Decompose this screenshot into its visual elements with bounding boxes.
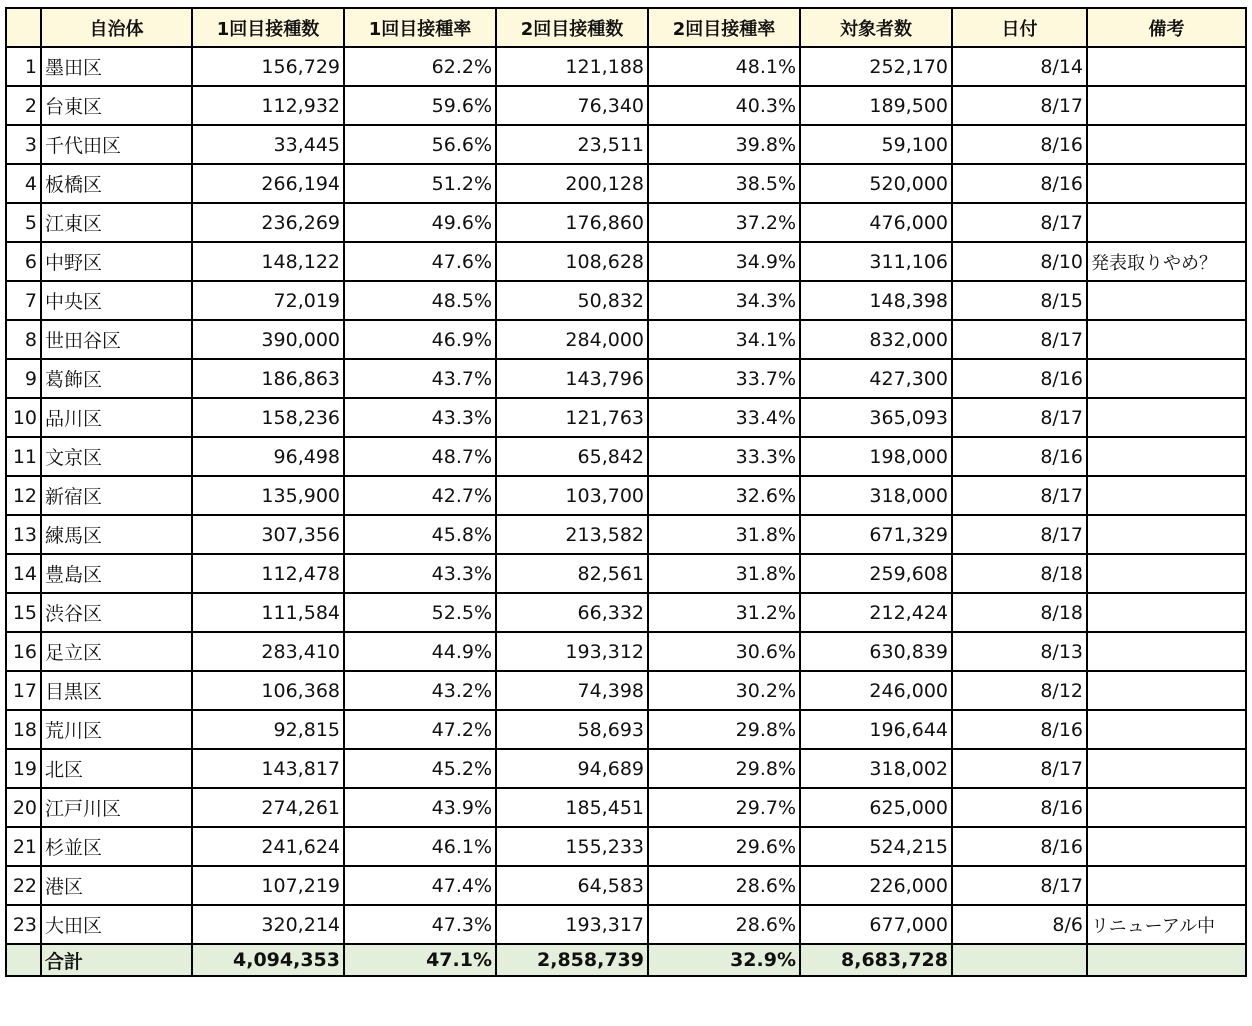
second-dose-count-cell[interactable]: 58,693 xyxy=(496,710,648,749)
second-dose-count-cell[interactable]: 94,689 xyxy=(496,749,648,788)
municipality-cell[interactable]: 港区 xyxy=(41,866,192,905)
index-cell[interactable]: 20 xyxy=(6,788,41,827)
remarks-cell[interactable] xyxy=(1087,671,1246,710)
header-index[interactable] xyxy=(6,8,41,47)
target-population-cell[interactable]: 625,000 xyxy=(800,788,952,827)
remarks-cell[interactable] xyxy=(1087,827,1246,866)
first-dose-count-cell[interactable]: 92,815 xyxy=(192,710,344,749)
remarks-cell[interactable] xyxy=(1087,593,1246,632)
second-dose-count-cell[interactable]: 284,000 xyxy=(496,320,648,359)
remarks-cell[interactable] xyxy=(1087,86,1246,125)
second-dose-rate-cell[interactable]: 31.8% xyxy=(648,554,800,593)
index-cell[interactable]: 19 xyxy=(6,749,41,788)
second-dose-count-cell[interactable]: 23,511 xyxy=(496,125,648,164)
target-population-cell[interactable]: 318,002 xyxy=(800,749,952,788)
first-dose-rate-cell[interactable]: 49.6% xyxy=(344,203,496,242)
date-cell[interactable]: 8/16 xyxy=(952,359,1087,398)
header-date[interactable]: 日付 xyxy=(952,8,1087,47)
first-dose-rate-cell[interactable]: 47.3% xyxy=(344,905,496,944)
index-cell[interactable]: 4 xyxy=(6,164,41,203)
first-dose-count-cell[interactable]: 112,932 xyxy=(192,86,344,125)
municipality-cell[interactable]: 葛飾区 xyxy=(41,359,192,398)
second-dose-count-cell[interactable]: 213,582 xyxy=(496,515,648,554)
first-dose-count-cell[interactable]: 186,863 xyxy=(192,359,344,398)
first-dose-rate-cell[interactable]: 62.2% xyxy=(344,47,496,86)
target-population-cell[interactable]: 226,000 xyxy=(800,866,952,905)
first-dose-count-cell[interactable]: 283,410 xyxy=(192,632,344,671)
table-row xyxy=(6,359,1246,398)
index-cell[interactable]: 14 xyxy=(6,554,41,593)
remarks-cell[interactable] xyxy=(1087,398,1246,437)
index-cell[interactable]: 6 xyxy=(6,242,41,281)
first-dose-count-cell[interactable]: 72,019 xyxy=(192,281,344,320)
first-dose-count-cell[interactable]: 143,817 xyxy=(192,749,344,788)
total-second-dose-rate-cell[interactable]: 32.9% xyxy=(648,944,800,976)
date-cell[interactable]: 8/18 xyxy=(952,593,1087,632)
target-population-cell[interactable]: 212,424 xyxy=(800,593,952,632)
first-dose-rate-cell[interactable]: 48.7% xyxy=(344,437,496,476)
second-dose-count-cell[interactable]: 193,312 xyxy=(496,632,648,671)
first-dose-rate-cell[interactable]: 47.6% xyxy=(344,242,496,281)
table-row xyxy=(6,242,1246,281)
first-dose-count-cell[interactable]: 156,729 xyxy=(192,47,344,86)
header-municipality[interactable]: 自治体 xyxy=(41,8,192,47)
second-dose-count-cell[interactable]: 76,340 xyxy=(496,86,648,125)
index-cell[interactable]: 9 xyxy=(6,359,41,398)
remarks-cell[interactable] xyxy=(1087,515,1246,554)
total-label-cell[interactable]: 合計 xyxy=(41,944,192,976)
municipality-cell[interactable]: 目黒区 xyxy=(41,671,192,710)
date-cell[interactable]: 8/16 xyxy=(952,125,1087,164)
second-dose-count-cell[interactable]: 143,796 xyxy=(496,359,648,398)
second-dose-rate-cell[interactable]: 33.3% xyxy=(648,437,800,476)
target-population-cell[interactable]: 427,300 xyxy=(800,359,952,398)
municipality-cell[interactable]: 墨田区 xyxy=(41,47,192,86)
index-cell[interactable]: 1 xyxy=(6,47,41,86)
table-row xyxy=(6,125,1246,164)
remarks-cell[interactable] xyxy=(1087,710,1246,749)
target-population-cell[interactable]: 311,106 xyxy=(800,242,952,281)
first-dose-count-cell[interactable]: 274,261 xyxy=(192,788,344,827)
remarks-cell[interactable] xyxy=(1087,788,1246,827)
second-dose-rate-cell[interactable]: 29.8% xyxy=(648,749,800,788)
second-dose-rate-cell[interactable]: 28.6% xyxy=(648,905,800,944)
second-dose-rate-cell[interactable]: 30.2% xyxy=(648,671,800,710)
second-dose-count-cell[interactable]: 66,332 xyxy=(496,593,648,632)
first-dose-rate-cell[interactable]: 46.1% xyxy=(344,827,496,866)
municipality-cell[interactable]: 文京区 xyxy=(41,437,192,476)
date-cell[interactable]: 8/10 xyxy=(952,242,1087,281)
index-cell[interactable]: 23 xyxy=(6,905,41,944)
header-target-population[interactable]: 対象者数 xyxy=(800,8,952,47)
municipality-cell[interactable]: 台東区 xyxy=(41,86,192,125)
table-row xyxy=(6,671,1246,710)
date-cell[interactable]: 8/17 xyxy=(952,515,1087,554)
first-dose-rate-cell[interactable]: 42.7% xyxy=(344,476,496,515)
second-dose-rate-cell[interactable]: 29.6% xyxy=(648,827,800,866)
second-dose-rate-cell[interactable]: 37.2% xyxy=(648,203,800,242)
header-remarks[interactable]: 備考 xyxy=(1087,8,1246,47)
second-dose-count-cell[interactable]: 108,628 xyxy=(496,242,648,281)
municipality-cell[interactable]: 荒川区 xyxy=(41,710,192,749)
second-dose-rate-cell[interactable]: 34.1% xyxy=(648,320,800,359)
second-dose-rate-cell[interactable]: 38.5% xyxy=(648,164,800,203)
table-row xyxy=(6,710,1246,749)
first-dose-count-cell[interactable]: 33,445 xyxy=(192,125,344,164)
remarks-cell[interactable] xyxy=(1087,203,1246,242)
second-dose-rate-cell[interactable]: 28.6% xyxy=(648,866,800,905)
first-dose-rate-cell[interactable]: 44.9% xyxy=(344,632,496,671)
table-row xyxy=(6,281,1246,320)
municipality-cell[interactable]: 江東区 xyxy=(41,203,192,242)
municipality-cell[interactable]: 世田谷区 xyxy=(41,320,192,359)
table-row xyxy=(6,437,1246,476)
remarks-cell[interactable]: 発表取りやめ？ xyxy=(1087,242,1246,281)
first-dose-count-cell[interactable]: 307,356 xyxy=(192,515,344,554)
target-population-cell[interactable]: 630,839 xyxy=(800,632,952,671)
target-population-cell[interactable]: 252,170 xyxy=(800,47,952,86)
remarks-cell[interactable] xyxy=(1087,437,1246,476)
target-population-cell[interactable]: 476,000 xyxy=(800,203,952,242)
target-population-cell[interactable]: 59,100 xyxy=(800,125,952,164)
table-row xyxy=(6,749,1246,788)
first-dose-count-cell[interactable]: 236,269 xyxy=(192,203,344,242)
table-row xyxy=(6,905,1246,944)
first-dose-rate-cell[interactable]: 45.2% xyxy=(344,749,496,788)
index-cell[interactable]: 5 xyxy=(6,203,41,242)
remarks-cell[interactable] xyxy=(1087,476,1246,515)
municipality-cell[interactable]: 板橋区 xyxy=(41,164,192,203)
vaccination-table xyxy=(5,7,1247,977)
target-population-cell[interactable]: 365,093 xyxy=(800,398,952,437)
remarks-cell[interactable] xyxy=(1087,320,1246,359)
date-cell[interactable]: 8/12 xyxy=(952,671,1087,710)
remarks-cell[interactable]: リニューアル中 xyxy=(1087,905,1246,944)
second-dose-rate-cell[interactable]: 29.7% xyxy=(648,788,800,827)
header-second-dose-rate[interactable]: 2回目接種率 xyxy=(648,8,800,47)
header-row xyxy=(6,8,1246,47)
first-dose-count-cell[interactable]: 241,624 xyxy=(192,827,344,866)
remarks-cell[interactable] xyxy=(1087,281,1246,320)
target-population-cell[interactable]: 524,215 xyxy=(800,827,952,866)
second-dose-count-cell[interactable]: 200,128 xyxy=(496,164,648,203)
table-row xyxy=(6,320,1246,359)
second-dose-rate-cell[interactable]: 39.8% xyxy=(648,125,800,164)
date-cell[interactable]: 8/16 xyxy=(952,827,1087,866)
date-cell[interactable]: 8/16 xyxy=(952,710,1087,749)
date-cell[interactable]: 8/17 xyxy=(952,203,1087,242)
index-cell[interactable]: 18 xyxy=(6,710,41,749)
date-cell[interactable]: 8/18 xyxy=(952,554,1087,593)
target-population-cell[interactable]: 318,000 xyxy=(800,476,952,515)
total-second-dose-count-cell[interactable]: 2,858,739 xyxy=(496,944,648,976)
second-dose-count-cell[interactable]: 64,583 xyxy=(496,866,648,905)
first-dose-rate-cell[interactable]: 43.3% xyxy=(344,554,496,593)
second-dose-rate-cell[interactable]: 33.7% xyxy=(648,359,800,398)
municipality-cell[interactable]: 大田区 xyxy=(41,905,192,944)
second-dose-count-cell[interactable]: 103,700 xyxy=(496,476,648,515)
index-cell[interactable]: 12 xyxy=(6,476,41,515)
table-row xyxy=(6,593,1246,632)
remarks-cell[interactable] xyxy=(1087,359,1246,398)
index-cell[interactable]: 7 xyxy=(6,281,41,320)
first-dose-count-cell[interactable]: 390,000 xyxy=(192,320,344,359)
second-dose-count-cell[interactable]: 176,860 xyxy=(496,203,648,242)
municipality-cell[interactable]: 千代田区 xyxy=(41,125,192,164)
index-cell[interactable]: 10 xyxy=(6,398,41,437)
total-first-dose-count-cell[interactable]: 4,094,353 xyxy=(192,944,344,976)
target-population-cell[interactable]: 832,000 xyxy=(800,320,952,359)
second-dose-count-cell[interactable]: 65,842 xyxy=(496,437,648,476)
first-dose-count-cell[interactable]: 111,584 xyxy=(192,593,344,632)
table-row xyxy=(6,203,1246,242)
second-dose-count-cell[interactable]: 155,233 xyxy=(496,827,648,866)
table-row xyxy=(6,164,1246,203)
date-cell[interactable]: 8/16 xyxy=(952,437,1087,476)
remarks-cell[interactable] xyxy=(1087,125,1246,164)
table-row xyxy=(6,827,1246,866)
second-dose-rate-cell[interactable]: 34.3% xyxy=(648,281,800,320)
municipality-cell[interactable]: 新宿区 xyxy=(41,476,192,515)
first-dose-count-cell[interactable]: 320,214 xyxy=(192,905,344,944)
remarks-cell[interactable] xyxy=(1087,866,1246,905)
target-population-cell[interactable]: 677,000 xyxy=(800,905,952,944)
index-cell[interactable]: 13 xyxy=(6,515,41,554)
index-cell[interactable]: 16 xyxy=(6,632,41,671)
table-row xyxy=(6,554,1246,593)
index-cell[interactable]: 11 xyxy=(6,437,41,476)
target-population-cell[interactable]: 189,500 xyxy=(800,86,952,125)
first-dose-rate-cell[interactable]: 51.2% xyxy=(344,164,496,203)
date-cell[interactable]: 8/17 xyxy=(952,86,1087,125)
table-row xyxy=(6,47,1246,86)
table-row xyxy=(6,476,1246,515)
date-cell[interactable]: 8/16 xyxy=(952,164,1087,203)
municipality-cell[interactable]: 足立区 xyxy=(41,632,192,671)
index-cell[interactable]: 22 xyxy=(6,866,41,905)
date-cell[interactable]: 8/17 xyxy=(952,749,1087,788)
municipality-cell[interactable]: 練馬区 xyxy=(41,515,192,554)
municipality-cell[interactable]: 渋谷区 xyxy=(41,593,192,632)
municipality-cell[interactable]: 中央区 xyxy=(41,281,192,320)
first-dose-rate-cell[interactable]: 59.6% xyxy=(344,86,496,125)
remarks-cell[interactable] xyxy=(1087,164,1246,203)
target-population-cell[interactable]: 148,398 xyxy=(800,281,952,320)
target-population-cell[interactable]: 196,644 xyxy=(800,710,952,749)
index-cell[interactable]: 17 xyxy=(6,671,41,710)
remarks-cell[interactable] xyxy=(1087,749,1246,788)
municipality-cell[interactable]: 豊島区 xyxy=(41,554,192,593)
second-dose-rate-cell[interactable]: 30.6% xyxy=(648,632,800,671)
first-dose-count-cell[interactable]: 112,478 xyxy=(192,554,344,593)
first-dose-rate-cell[interactable]: 46.9% xyxy=(344,320,496,359)
date-cell[interactable]: 8/16 xyxy=(952,788,1087,827)
remarks-cell[interactable] xyxy=(1087,47,1246,86)
first-dose-count-cell[interactable]: 96,498 xyxy=(192,437,344,476)
target-population-cell[interactable]: 259,608 xyxy=(800,554,952,593)
date-cell[interactable]: 8/17 xyxy=(952,398,1087,437)
second-dose-count-cell[interactable]: 121,188 xyxy=(496,47,648,86)
first-dose-rate-cell[interactable]: 47.2% xyxy=(344,710,496,749)
first-dose-rate-cell[interactable]: 43.3% xyxy=(344,398,496,437)
target-population-cell[interactable]: 198,000 xyxy=(800,437,952,476)
index-cell[interactable]: 2 xyxy=(6,86,41,125)
date-cell[interactable]: 8/17 xyxy=(952,320,1087,359)
target-population-cell[interactable]: 246,000 xyxy=(800,671,952,710)
table-row xyxy=(6,86,1246,125)
date-cell[interactable]: 8/17 xyxy=(952,866,1087,905)
municipality-cell[interactable]: 杉並区 xyxy=(41,827,192,866)
date-cell[interactable]: 8/13 xyxy=(952,632,1087,671)
second-dose-count-cell[interactable]: 50,832 xyxy=(496,281,648,320)
total-target-population-cell[interactable]: 8,683,728 xyxy=(800,944,952,976)
second-dose-count-cell[interactable]: 193,317 xyxy=(496,905,648,944)
index-cell[interactable]: 21 xyxy=(6,827,41,866)
second-dose-rate-cell[interactable]: 33.4% xyxy=(648,398,800,437)
total-index-cell[interactable] xyxy=(6,944,41,976)
table-row xyxy=(6,788,1246,827)
second-dose-rate-cell[interactable]: 48.1% xyxy=(648,47,800,86)
first-dose-count-cell[interactable]: 135,900 xyxy=(192,476,344,515)
second-dose-count-cell[interactable]: 74,398 xyxy=(496,671,648,710)
header-second-dose-count[interactable]: 2回目接種数 xyxy=(496,8,648,47)
header-first-dose-rate[interactable]: 1回目接種率 xyxy=(344,8,496,47)
target-population-cell[interactable]: 671,329 xyxy=(800,515,952,554)
second-dose-rate-cell[interactable]: 40.3% xyxy=(648,86,800,125)
first-dose-rate-cell[interactable]: 43.7% xyxy=(344,359,496,398)
date-cell[interactable]: 8/14 xyxy=(952,47,1087,86)
remarks-cell[interactable] xyxy=(1087,632,1246,671)
table-row xyxy=(6,632,1246,671)
second-dose-rate-cell[interactable]: 32.6% xyxy=(648,476,800,515)
municipality-cell[interactable]: 北区 xyxy=(41,749,192,788)
first-dose-rate-cell[interactable]: 45.8% xyxy=(344,515,496,554)
header-first-dose-count[interactable]: 1回目接種数 xyxy=(192,8,344,47)
second-dose-rate-cell[interactable]: 29.8% xyxy=(648,710,800,749)
target-population-cell[interactable]: 520,000 xyxy=(800,164,952,203)
municipality-cell[interactable]: 品川区 xyxy=(41,398,192,437)
table-row xyxy=(6,398,1246,437)
index-cell[interactable]: 3 xyxy=(6,125,41,164)
first-dose-rate-cell[interactable]: 43.2% xyxy=(344,671,496,710)
first-dose-count-cell[interactable]: 158,236 xyxy=(192,398,344,437)
first-dose-count-cell[interactable]: 107,219 xyxy=(192,866,344,905)
second-dose-rate-cell[interactable]: 31.2% xyxy=(648,593,800,632)
second-dose-rate-cell[interactable]: 31.8% xyxy=(648,515,800,554)
municipality-cell[interactable]: 中野区 xyxy=(41,242,192,281)
first-dose-rate-cell[interactable]: 52.5% xyxy=(344,593,496,632)
table-row xyxy=(6,866,1246,905)
first-dose-rate-cell[interactable]: 48.5% xyxy=(344,281,496,320)
remarks-cell[interactable] xyxy=(1087,554,1246,593)
first-dose-count-cell[interactable]: 106,368 xyxy=(192,671,344,710)
table-row xyxy=(6,515,1246,554)
second-dose-rate-cell[interactable]: 34.9% xyxy=(648,242,800,281)
date-cell[interactable]: 8/17 xyxy=(952,476,1087,515)
total-row xyxy=(6,944,1246,976)
first-dose-count-cell[interactable]: 266,194 xyxy=(192,164,344,203)
second-dose-count-cell[interactable]: 185,451 xyxy=(496,788,648,827)
second-dose-count-cell[interactable]: 121,763 xyxy=(496,398,648,437)
municipality-cell[interactable]: 江戸川区 xyxy=(41,788,192,827)
first-dose-count-cell[interactable]: 148,122 xyxy=(192,242,344,281)
date-cell[interactable]: 8/15 xyxy=(952,281,1087,320)
date-cell[interactable]: 8/6 xyxy=(952,905,1087,944)
first-dose-rate-cell[interactable]: 43.9% xyxy=(344,788,496,827)
total-date-cell[interactable] xyxy=(952,944,1087,976)
index-cell[interactable]: 8 xyxy=(6,320,41,359)
second-dose-count-cell[interactable]: 82,561 xyxy=(496,554,648,593)
total-first-dose-rate-cell[interactable]: 47.1% xyxy=(344,944,496,976)
first-dose-rate-cell[interactable]: 47.4% xyxy=(344,866,496,905)
first-dose-rate-cell[interactable]: 56.6% xyxy=(344,125,496,164)
total-remarks-cell[interactable] xyxy=(1087,944,1246,976)
index-cell[interactable]: 15 xyxy=(6,593,41,632)
